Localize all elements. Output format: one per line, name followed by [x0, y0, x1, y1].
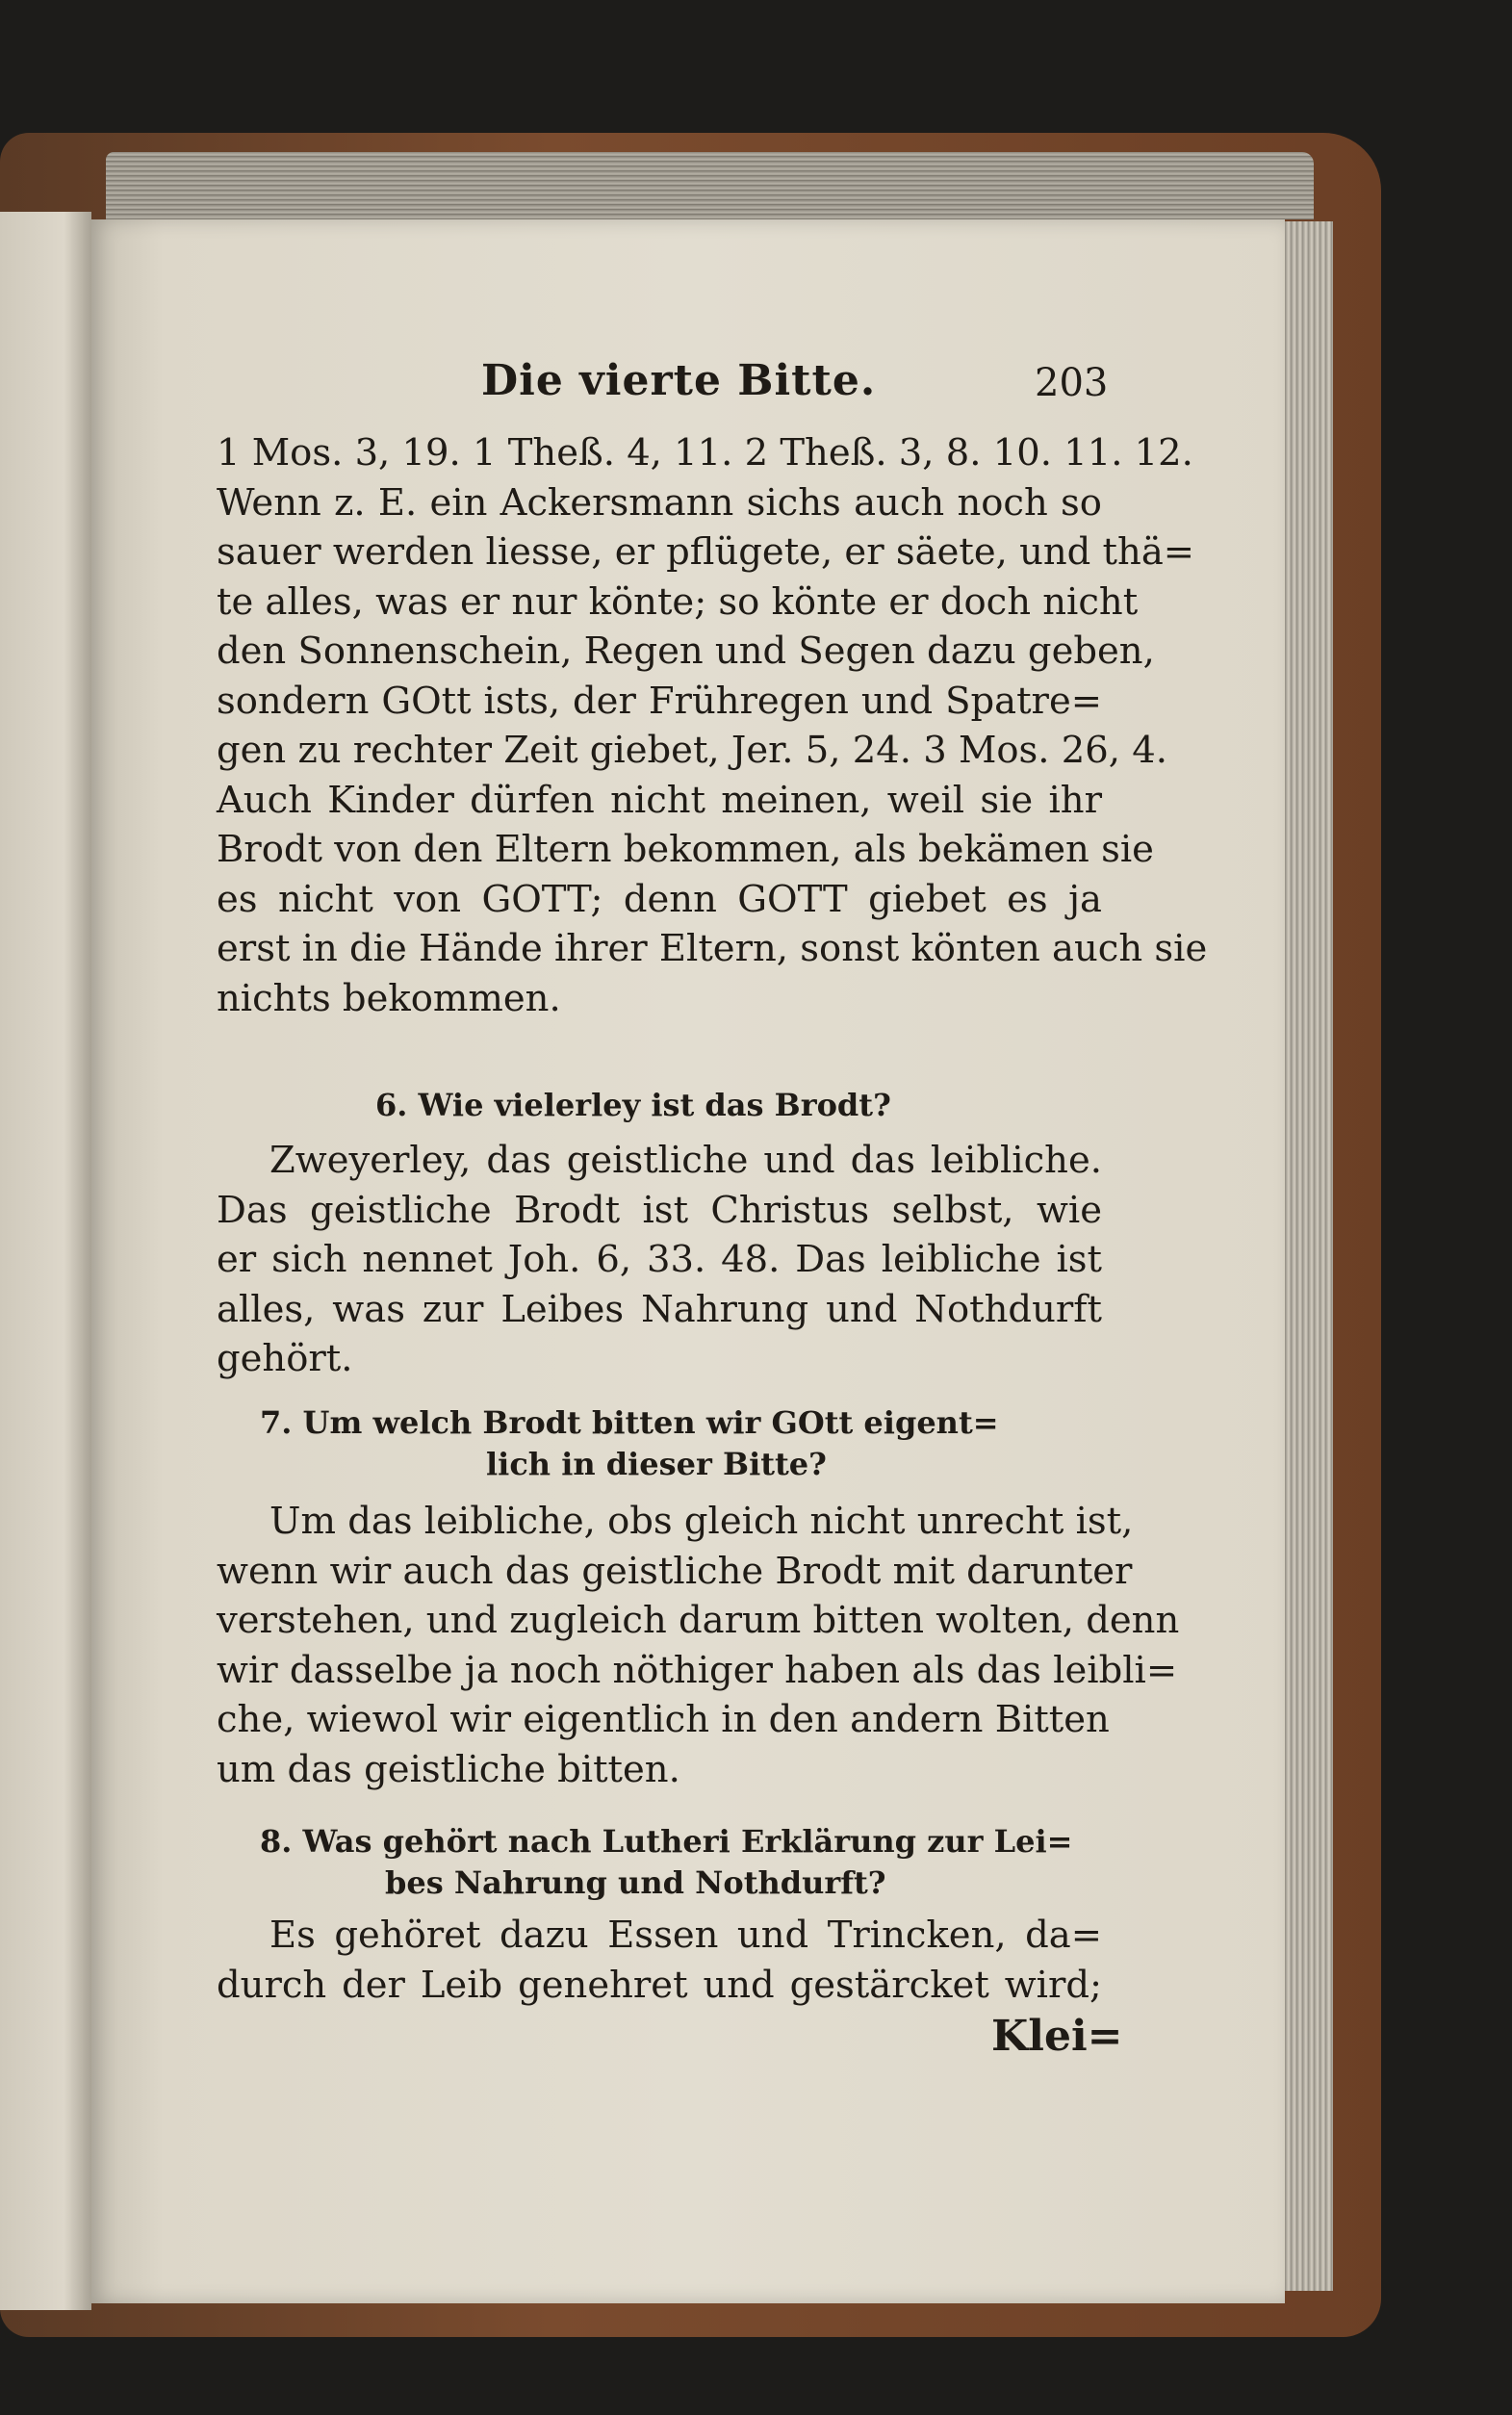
page-edges-top — [106, 152, 1314, 219]
text-line: er sich nennet Joh. 6, 33. 48. Das leibliche ist — [217, 1238, 1102, 1281]
question-6: 6. Wie vielerley ist das Brodt? — [375, 1087, 891, 1123]
paragraph-1 — [217, 428, 1208, 1023]
question-7-line-2: lich in dieser Bitte? — [486, 1446, 827, 1482]
text-line: te alles, was er nur könte; so könte er doch nicht — [217, 579, 1139, 624]
text-line: den Sonnenschein, Regen und Segen dazu geben, — [217, 629, 1155, 673]
text-line: durch der Leib genehret und gestärcket wird; — [217, 1963, 1102, 2007]
text-line: es nicht von GOTT; denn GOTT giebet es ja — [217, 877, 1102, 921]
page-fore-edge — [1280, 221, 1333, 2291]
paragraph-4 — [217, 1911, 1102, 2010]
catchword: Klei= — [991, 2012, 1123, 2061]
text-line: gehört. — [217, 1337, 353, 1380]
question-8-line-2: bes Nahrung und Nothdurft? — [385, 1864, 886, 1901]
paragraph-2 — [217, 1136, 1102, 1384]
text-line: 1 Mos. 3, 19. 1 Theß. 4, 11. 2 Theß. 3, 8. 10. 11. 12. — [217, 431, 1193, 475]
text-line: verstehen, und zugleich darum bitten wolten, denn — [217, 1599, 1180, 1642]
page-number: 203 — [1035, 361, 1109, 405]
question-8-line-1: 8. Was gehört nach Lutheri Erklärung zur Lei= — [260, 1823, 1073, 1860]
question-7-line-1: 7. Um welch Brodt bitten wir GOtt eigent= — [260, 1404, 999, 1441]
text-line: erst in die Hände ihrer Eltern, sonst könten auch sie — [217, 927, 1208, 970]
text-line: Um das leibliche, obs gleich nicht unrecht ist, — [269, 1500, 1134, 1543]
text-line: um das geistliche bitten. — [217, 1747, 680, 1791]
running-head: Die vierte Bitte. — [481, 356, 877, 405]
text-line: wir dasselbe ja noch nöthiger haben als das leibli= — [217, 1648, 1178, 1692]
text-line: Auch Kinder dürfen nicht meinen, weil sie ihr — [217, 778, 1102, 822]
text-line: gen zu rechter Zeit giebet, Jer. 5, 24. 3 Mos. 26, 4. — [217, 729, 1167, 772]
text-line: wenn wir auch das geistliche Brodt mit darunter — [217, 1549, 1133, 1593]
text-line: Es gehöret dazu Essen und Trincken, da= — [269, 1914, 1102, 1957]
text-line: Wenn z. E. ein Ackersmann sichs auch noch so — [217, 480, 1102, 525]
text-line: che, wiewol wir eigentlich in den andern Bitten — [217, 1698, 1110, 1741]
text-line: Zweyerley, das geistliche und das leibliche. — [269, 1139, 1102, 1182]
text-line: alles, was zur Leibes Nahrung und Nothdurft — [217, 1287, 1102, 1331]
text-line: Das geistliche Brodt ist Christus selbst, wie — [217, 1188, 1102, 1232]
facing-page — [0, 212, 91, 2310]
text-line: sauer werden liesse, er pflügete, er säete, und thä= — [217, 530, 1195, 574]
text-line: nichts bekommen. — [217, 976, 561, 1020]
text-line: Brodt von den Eltern bekommen, als bekämen sie — [217, 828, 1154, 871]
paragraph-3 — [217, 1497, 1180, 1794]
text-line: sondern GOtt ists, der Frühregen und Spatre= — [217, 679, 1102, 723]
